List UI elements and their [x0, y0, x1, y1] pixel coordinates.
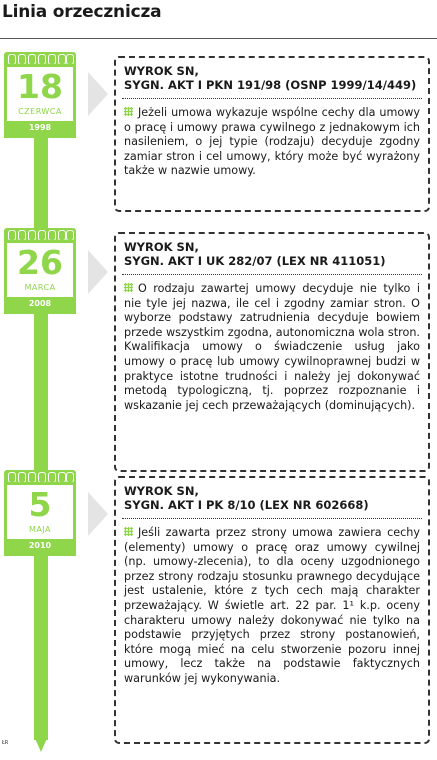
- bullet-icon: [124, 527, 133, 536]
- ruling-card: [114, 476, 430, 744]
- date-month: MAJA: [28, 525, 52, 534]
- calendar-icon: [4, 228, 76, 314]
- author-credit: ŁR: [2, 740, 9, 746]
- ruling-heading: [116, 234, 428, 272]
- ruling-text: O rodzaju zawartej umowy decyduje nie tylko i nie tyle jej nazwa, ile cel i zgodny zamiar stron. O wyborze podstawy zatrudnienia decyduje bowiem przede wszystkim zgodna, autonomiczna wola stron. Kwalifikacja umowy o świadczenie usług jako umowy o pracę lub umowy cywilnoprawnej budzi w praktyce istotne trudności i należy jej dokonywać metodą typologiczną, tj. poprzez rozpoznanie i wskazanie jej cech przeważających (dominujących).: [124, 282, 420, 412]
- title-divider: [0, 38, 437, 39]
- date-year: 2008: [7, 297, 73, 311]
- calendar-rings: [4, 470, 76, 482]
- ruling-heading-line1: WYROK SN,: [124, 484, 199, 498]
- ruling-case-number: SYGN. AKT I UK 282/07 (LEX NR 411051): [124, 254, 386, 268]
- calendar-icon: [4, 470, 76, 556]
- ruling-body: [116, 519, 428, 693]
- ruling-heading-line1: WYROK SN,: [124, 64, 199, 78]
- calendar-face: [4, 240, 76, 314]
- calendar-rings: [4, 228, 76, 240]
- date-month: MARCA: [24, 283, 56, 292]
- ruling-case-number: SYGN. AKT I PK 8/10 (LEX NR 602668): [124, 498, 369, 512]
- calendar-face: [4, 64, 76, 138]
- page-title: Linia orzecznicza: [2, 2, 162, 22]
- pointer-arrow: [88, 250, 108, 294]
- ruling-body: [116, 275, 428, 419]
- bullet-icon: [124, 283, 133, 292]
- calendar-rings: [4, 52, 76, 64]
- ruling-heading: [116, 58, 428, 96]
- ruling-text: Jeśli zawarta przez strony umowa zawiera cechy (elementy) umowy o pracę oraz umowy cywilnej (np. umowy-zlecenia), to dla oceny uzgodnionego przez strony rodzaju stosunku prawnego decydujące jest ustalenie, które z tych cech mają charakter przeważający. W świetle art. 22 par. 1¹ k.p. oceny charakteru umowy należy dokonywać nie tylko na podstawie przyjętych przez strony postanowień, które mogą mieć na celu stworzenie pozoru innej umowy, lecz także na podstawie faktycznych warunków jej wykonywania.: [124, 526, 420, 685]
- date-day: 18: [17, 67, 63, 106]
- ruling-card: [114, 56, 430, 212]
- ruling-heading: [116, 478, 428, 516]
- date-day: 5: [28, 485, 52, 524]
- timeline-bar: [34, 100, 48, 740]
- calendar-icon: [4, 52, 76, 138]
- date-day: 26: [17, 243, 63, 282]
- date-year: 1998: [7, 121, 73, 135]
- date-month: CZERWCA: [18, 107, 62, 116]
- ruling-card: [114, 232, 430, 472]
- date-year: 2010: [7, 539, 73, 553]
- ruling-heading-line1: WYROK SN,: [124, 240, 199, 254]
- ruling-text: Jeżeli umowa wykazuje wspólne cechy dla umowy o pracę i umowy prawa cywilnego z jednakowym ich nasileniem, o jej typie (rodzaju) decyduje zgodny zamiar stron i cel umowy, który może być wyrażony także w nazwie umowy.: [124, 106, 420, 178]
- ruling-case-number: SYGN. AKT I PKN 191/98 (OSNP 1999/14/449): [124, 78, 417, 92]
- timeline-arrow: [34, 736, 48, 752]
- bullet-icon: [124, 107, 133, 116]
- pointer-arrow: [88, 492, 108, 536]
- calendar-face: [4, 482, 76, 556]
- pointer-arrow: [88, 72, 108, 116]
- ruling-body: [116, 99, 428, 185]
